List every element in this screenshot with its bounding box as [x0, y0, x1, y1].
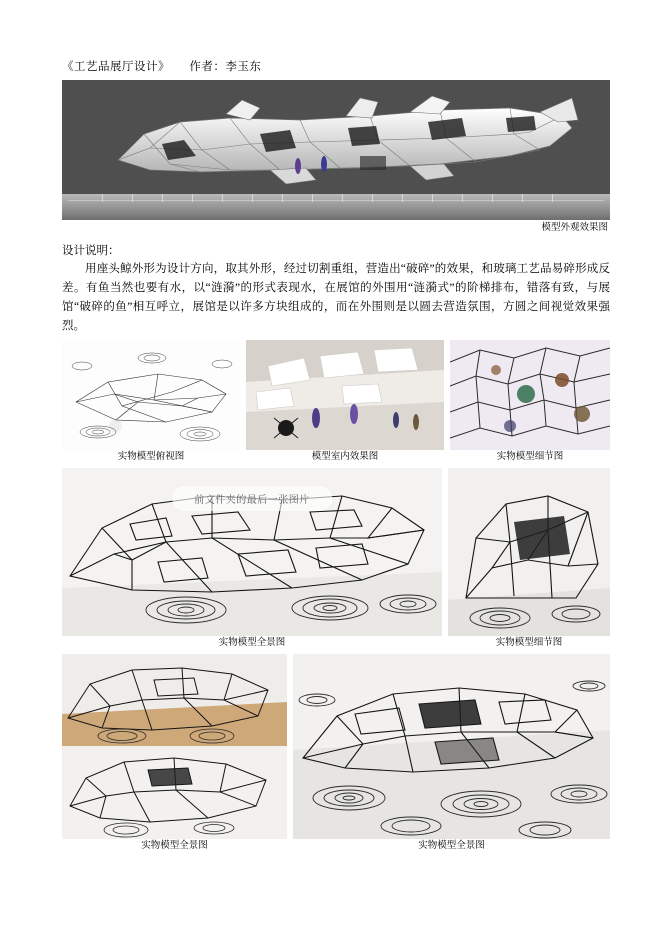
- figure-image-detail-1: [450, 340, 610, 450]
- figure-caption-interior: 模型室内效果图: [311, 452, 379, 462]
- figure-cell-detail-2: [448, 468, 610, 636]
- figure-caption-detail-2: 实物模型细节图: [495, 638, 563, 648]
- figure-caption-detail-1: 实物模型细节图: [496, 452, 564, 462]
- hero-render-image: [62, 80, 610, 220]
- model-panorama-photo-wood: [62, 654, 287, 839]
- figure-image-detail-2: [448, 468, 610, 636]
- document-header: [62, 58, 610, 74]
- figure-cell-top-view: [62, 340, 240, 450]
- figure-image-top-view: [62, 340, 240, 450]
- figure-caption-panorama-2: 实物模型全景图: [141, 841, 208, 851]
- figure-row-3-captions: [62, 839, 610, 853]
- figure-cell-detail-1: [450, 340, 610, 450]
- figure-image-panorama-3: [293, 654, 610, 839]
- interior-render: [246, 340, 444, 450]
- model-panorama-photo-grey: [293, 654, 610, 839]
- figure-row-2: [62, 468, 610, 636]
- wireframe-sketch: [62, 340, 240, 450]
- figure-cell-interior: [246, 340, 444, 450]
- figure-image-interior: [246, 340, 444, 450]
- figure-row-2-captions: [62, 636, 610, 650]
- figure-cell-panorama-3: [293, 654, 610, 839]
- overlay-hint-label: 前文件夹的最后一张图片: [172, 486, 332, 511]
- figure-cell-panorama-2: [62, 654, 287, 839]
- document-title: 《工艺品展厅设计》: [62, 61, 170, 73]
- figure-caption-panorama-1: 实物模型全景图: [218, 638, 286, 648]
- model-detail-photo: [450, 340, 610, 450]
- design-note-body: 用座头鲸外形为设计方向，取其外形，经过切割重组，营造出“破碎”的效果，和玻璃工艺品易碎形成反差。有鱼当然也要有水，以“涟漪”的形式表现水，在展馆的外围用“涟漪式”的阶梯排布，错落有致，与展馆“破碎的鱼”相互呼立，展馆是以许多方块组成的，而在外围则是以圆去营造氛围，方圆之间视觉效果强烈。: [62, 263, 610, 332]
- model-detail-photo-2: [448, 468, 610, 636]
- figure-image-panorama-1: [62, 468, 442, 636]
- hero-caption: 模型外观效果图: [541, 223, 608, 233]
- whale-model-illustration: [110, 94, 580, 194]
- figure-row-3: [62, 654, 610, 839]
- figure-row-1-captions: [62, 450, 610, 464]
- section-title-design-note: 设计说明：: [62, 245, 120, 257]
- figure-caption-top-view: 实物模型俯视图: [117, 452, 185, 462]
- figure-caption-panorama-3: 实物模型全景图: [418, 841, 485, 851]
- figure-cell-panorama-1: [62, 468, 442, 636]
- hero-tick-row: [62, 194, 610, 202]
- document-author: 作者：李玉东: [189, 61, 262, 73]
- figure-row-1: [62, 340, 610, 450]
- figure-image-panorama-2: [62, 654, 287, 839]
- page-content: [62, 58, 610, 853]
